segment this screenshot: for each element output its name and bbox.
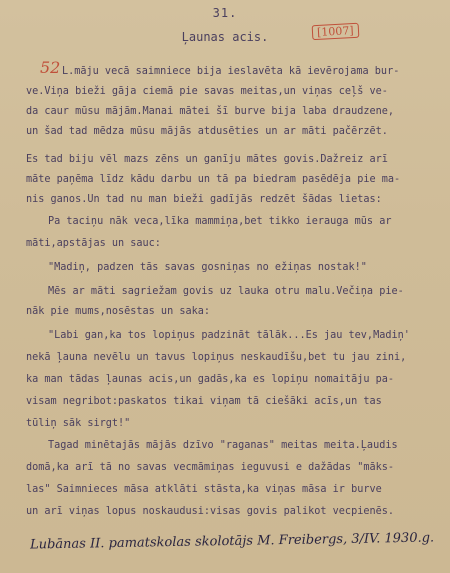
text-line: Pa taciņu nāk veca,līka mammiņa,bet tikko ierauga mūs ar [48, 216, 392, 227]
text-line: ve.Viņa bieži gāja ciemā pie savas meitas,un viņas ceļš ve- [26, 86, 388, 97]
text-line: ka man tādas ļaunas acis,un gadās,ka es lopiņu nomaitāju pa- [26, 374, 395, 385]
text-line: un šad tad mēdza mūsu mājās atdusēties un ar māti pačērzēt. [26, 126, 388, 137]
text-line: Es tad biju vēl mazs zēns un ganīju mātes govis.Dažreiz arī [26, 154, 388, 165]
handwritten-signature: Lubānas II. pamatskolas skolotājs M. Freibergs, 3/IV. 1930.g. [29, 530, 435, 553]
text-line: nis ganos.Un tad nu man bieži gadījās redzēt šādas lietas: [26, 194, 382, 205]
text-line: domā,ka arī tā no savas vecmāmiņas ieguvusi e dažādas "māks- [26, 462, 395, 473]
text-line: Mēs ar māti sagriežam govis uz lauka otru malu.Večiņa pie- [48, 286, 404, 297]
text-line: Tagad minētajās mājās dzīvo "raganas" meitas meita.Ļaudis [48, 440, 398, 451]
text-line: "Labi gan,ka tos lopiņus padzināt tālāk...Es jau tev,Madiņ' [48, 330, 410, 341]
text-line: tūliņ sāk sirgt!" [26, 418, 131, 429]
text-line: da caur mūsu mājām.Manai mātei šī burve bija laba draudzene, [26, 106, 395, 117]
text-line: las" Saimnieces māsa atklāti stāsta,ka viņas māsa ir burve [26, 484, 382, 495]
story-title: Ļaunas acis. [181, 30, 269, 44]
margin-note: 52 [40, 58, 61, 77]
text-line: L.māju vecā saimniece bija ieslavēta kā ievērojama bur- [62, 66, 400, 77]
text-line: nāk pie mums,nosēstas un saka: [26, 306, 211, 317]
text-line: "Madiņ, padzen tās savas gosniņas no ežiņas nostak!" [48, 262, 367, 273]
archive-number-stamp: [1007] [312, 23, 359, 40]
text-line: nekā ļauna nevēlu un tavus lopiņus neskaudīšu,bet tu jau zini, [26, 352, 407, 363]
text-line: māti,apstājas un sauc: [26, 238, 161, 249]
page-number: 31. [212, 6, 238, 20]
text-line: un arī viņas lopus noskaudusi:visas govis palikot vecpienēs. [26, 506, 395, 517]
text-line: māte paņēma līdz kādu darbu un tā pa biedram pasēdēja pie ma- [26, 174, 401, 185]
text-line: visam negribot:paskatos tikai viņam tā ciešāki acīs,un tas [26, 396, 382, 407]
